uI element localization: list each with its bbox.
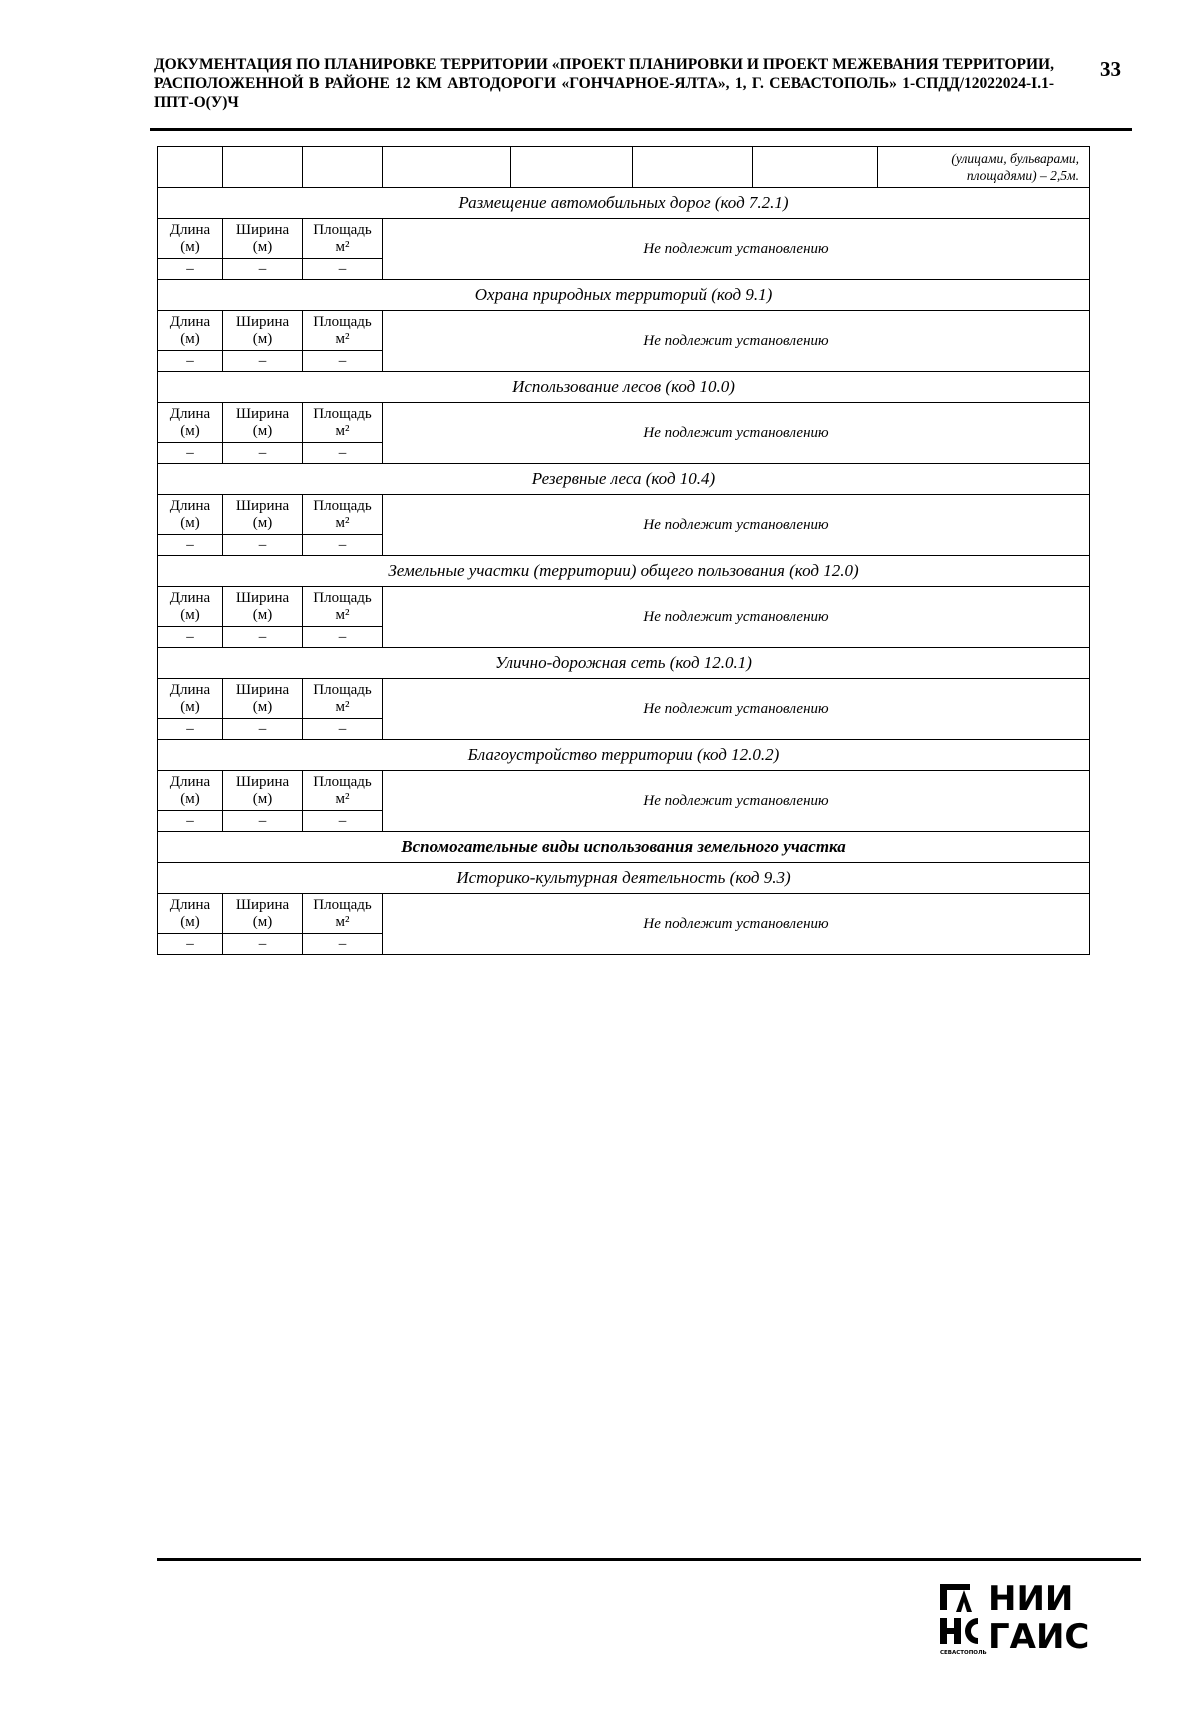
area-unit: м² [335,238,350,255]
width-header: Ширина (м) [223,587,303,627]
table-cell [633,147,753,188]
area-unit: м² [335,422,350,439]
length-header: Длина (м) [158,219,223,259]
area-header [303,403,383,443]
width-header: Ширина (м) [223,495,303,535]
dash-cell: – [303,811,383,832]
dash-cell: – [303,934,383,955]
not-set-cell: Не подлежит установлению [383,219,1090,280]
width-header: Ширина (м) [223,403,303,443]
section-title-row [158,188,1090,219]
param-header-row [158,679,1090,719]
area-unit: м² [335,698,350,715]
section-title-row [158,280,1090,311]
table-cell [303,147,383,188]
area-unit: м² [335,514,350,531]
width-header: Ширина (м) [223,311,303,351]
section-title: Резервные леса (код 10.4) [158,464,1090,495]
length-header: Длина (м) [158,495,223,535]
length-header: Длина (м) [158,311,223,351]
dash-cell: – [303,535,383,556]
area-unit: м² [335,790,350,807]
continued-note: (улицами, бульварами, площадями) – 2,5м. [878,147,1090,188]
dash-cell: – [223,719,303,740]
param-header-row [158,403,1090,443]
area-label: Площадь [313,589,372,606]
area-label: Площадь [313,681,372,698]
dash-cell: – [303,719,383,740]
area-label: Площадь [313,497,372,514]
page-number: 33 [1100,57,1121,81]
param-header-row [158,311,1090,351]
section-title: Историко-культурная деятельность (код 9.3) [158,863,1090,894]
section-title-row [158,372,1090,403]
width-header: Ширина (м) [223,771,303,811]
area-label: Площадь [313,896,372,913]
not-set-cell: Не подлежит установлению [383,771,1090,832]
logo-emblem [940,1584,978,1644]
table-cell [383,147,511,188]
param-header-row [158,219,1090,259]
area-label: Площадь [313,405,372,422]
dash-cell: – [303,443,383,464]
logo-line2: ГАИС [988,1617,1090,1657]
table-cell [511,147,633,188]
not-set-cell: Не подлежит установлению [383,403,1090,464]
footer-rule [157,1558,1141,1561]
area-label: Площадь [313,221,372,238]
dash-cell: – [303,627,383,648]
regulations-table [157,146,1090,955]
area-unit: м² [335,913,350,930]
area-label: Площадь [313,313,372,330]
area-header [303,219,383,259]
dash-cell: – [158,443,223,464]
area-header [303,495,383,535]
length-header: Длина (м) [158,894,223,934]
section-title: Использование лесов (код 10.0) [158,372,1090,403]
section-title-row [158,740,1090,771]
not-set-cell: Не подлежит установлению [383,894,1090,955]
logo-line1: НИИ [988,1579,1074,1619]
area-header [303,679,383,719]
width-header: Ширина (м) [223,219,303,259]
section-title: Улично-дорожная сеть (код 12.0.1) [158,648,1090,679]
area-unit: м² [335,330,350,347]
dash-cell: – [223,535,303,556]
section-title: Благоустройство территории (код 12.0.2) [158,740,1090,771]
area-header [303,894,383,934]
section-title-row [158,556,1090,587]
not-set-cell: Не подлежит установлению [383,679,1090,740]
dash-cell: – [303,351,383,372]
page-header: ДОКУМЕНТАЦИЯ ПО ПЛАНИРОВКЕ ТЕРРИТОРИИ «ПРОЕКТ ПЛАНИРОВКИ И ПРОЕКТ МЕЖЕВАНИЯ ТЕРРИТОРИИ, РАСПОЛОЖЕННОЙ В РАЙОНЕ 12 КМ АВТОДОРОГИ «ГОНЧАРНОЕ-ЯЛТА», 1, Г. СЕВАСТОПОЛЬ» 1-СПДД/12022024-I.1-ППТ-О(У)Ч [154,56,1054,111]
dash-cell: – [158,811,223,832]
width-header: Ширина (м) [223,679,303,719]
area-label: Площадь [313,773,372,790]
logo-caption: СЕВАСТОПОЛЬ [940,1650,987,1656]
dash-cell: – [223,259,303,280]
dash-cell: – [158,934,223,955]
section-title: Вспомогательные виды использования земельного участка [158,832,1090,863]
length-header: Длина (м) [158,587,223,627]
area-header [303,311,383,351]
table-cell [753,147,878,188]
not-set-cell: Не подлежит установлению [383,311,1090,372]
dash-cell: – [158,719,223,740]
dash-cell: – [223,811,303,832]
area-unit: м² [335,606,350,623]
dash-cell: – [223,627,303,648]
dash-cell: – [158,627,223,648]
niigais-logo [938,1578,1118,1658]
length-header: Длина (м) [158,771,223,811]
section-title-row [158,464,1090,495]
section-title: Земельные участки (территории) общего пользования (код 12.0) [158,556,1090,587]
param-header-row [158,495,1090,535]
param-header-row [158,771,1090,811]
length-header: Длина (м) [158,679,223,719]
not-set-cell: Не подлежит установлению [383,587,1090,648]
width-header: Ширина (м) [223,894,303,934]
dash-cell: – [303,259,383,280]
table-cell [223,147,303,188]
dash-cell: – [223,443,303,464]
length-header: Длина (м) [158,403,223,443]
dash-cell: – [223,351,303,372]
dash-cell: – [158,535,223,556]
table-cell [158,147,223,188]
section-title: Охрана природных территорий (код 9.1) [158,280,1090,311]
param-header-row [158,894,1090,934]
section-title-row [158,863,1090,894]
dash-cell: – [158,259,223,280]
area-header [303,587,383,627]
section-title-row [158,648,1090,679]
area-header [303,771,383,811]
dash-cell: – [158,351,223,372]
section-title-row [158,832,1090,863]
continued-row [158,147,1090,188]
param-header-row [158,587,1090,627]
section-title: Размещение автомобильных дорог (код 7.2.1) [158,188,1090,219]
not-set-cell: Не подлежит установлению [383,495,1090,556]
header-rule [150,128,1132,131]
dash-cell: – [223,934,303,955]
